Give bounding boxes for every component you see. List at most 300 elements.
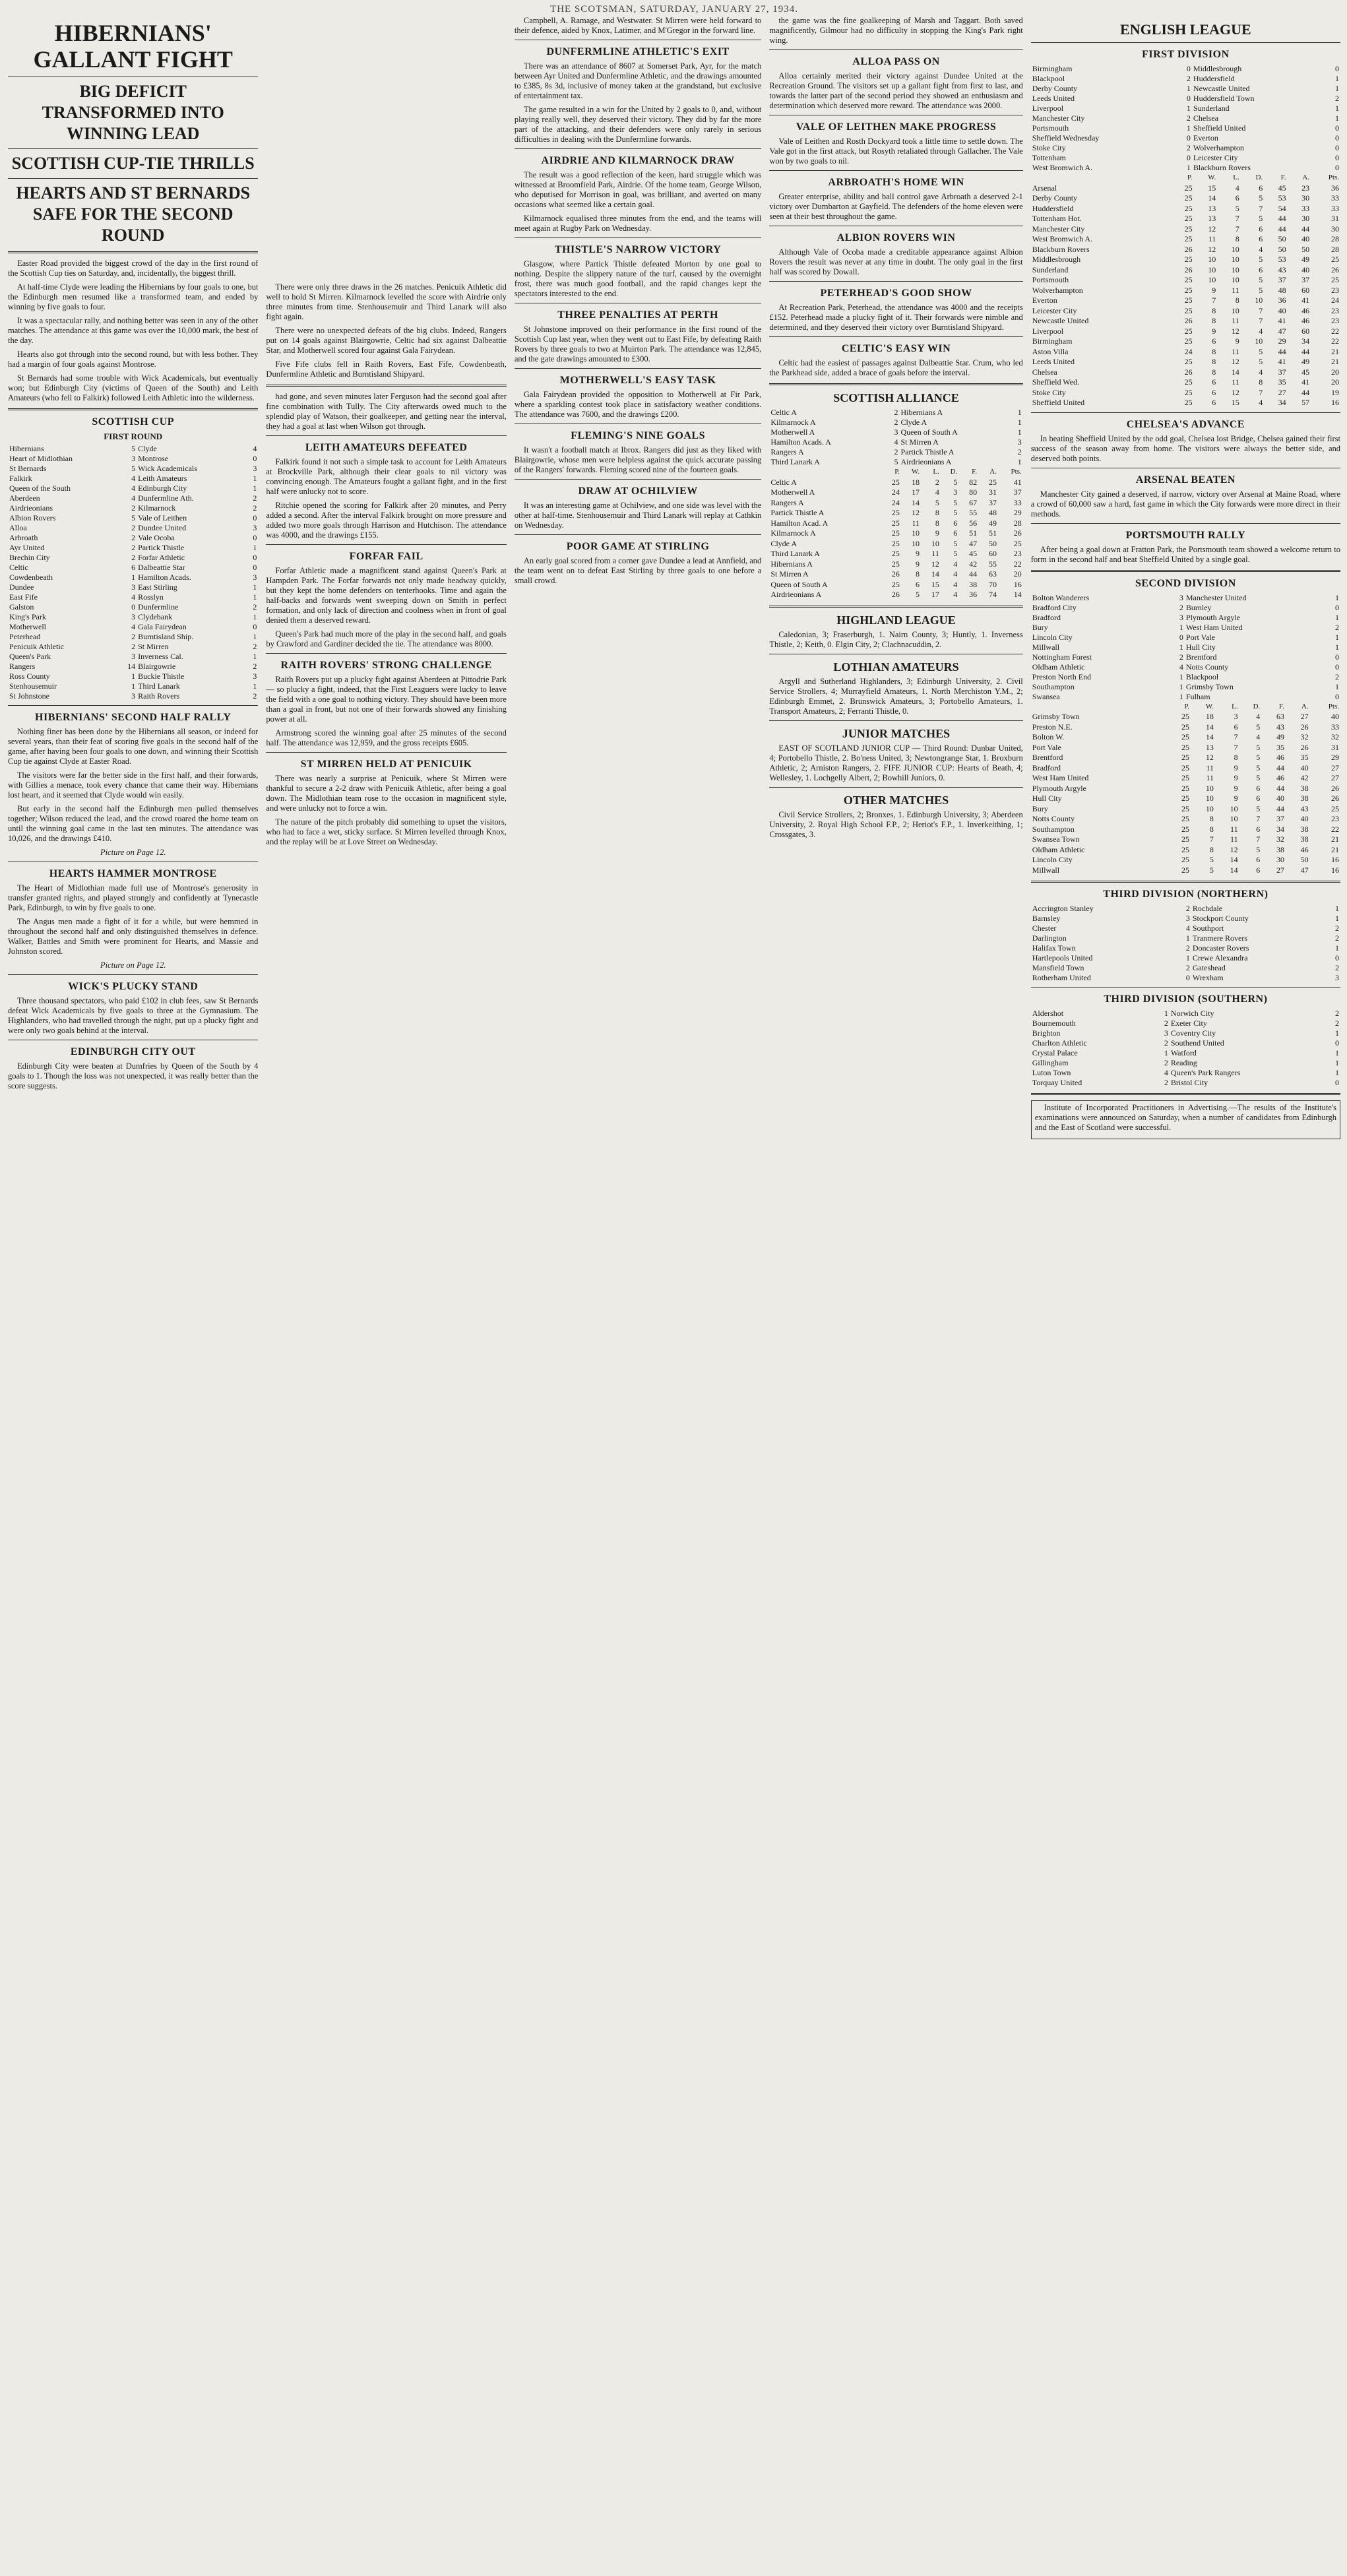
first-division-results (1031, 64, 1340, 173)
home-team: St Johnstone (9, 691, 50, 701)
away-score: 3 (253, 523, 257, 532)
home-score: 1 (1179, 642, 1183, 652)
stat-cell: 8 (1212, 305, 1216, 315)
stat-cell: 5 (1259, 255, 1263, 264)
team-name: Queen of South A (770, 579, 828, 589)
home-score: 2 (894, 447, 898, 456)
stat-cell: 25 (1331, 255, 1340, 264)
away-score: 1 (1335, 642, 1340, 652)
cup-title: SCOTTISH CUP (92, 416, 175, 427)
stat-cell: 25 (1184, 183, 1193, 193)
table-row (1031, 732, 1340, 743)
story-paragraph: After being a goal down at Fratton Park, the Portsmouth team showed a welcome return to form in the second half and beat Sheffield United by a single goal. (1030, 544, 1341, 564)
home-team: Tottenham (1032, 153, 1066, 162)
stat-cell: 11 (1232, 346, 1239, 356)
result-row (8, 454, 258, 464)
home-score: 3 (131, 691, 136, 701)
team-name: Arsenal (1032, 183, 1057, 193)
lead-paragraph: St Bernards had some trouble with Wick Academicals, but eventually won; but Edinburgh City (victims of Queen of the South) and Leith Amateurs (who fell to Falkirk) followed Leith Athletic into the wilderness. (8, 373, 259, 402)
team-name: Sheffield United (1032, 398, 1085, 407)
story-heading: AIRDRIE AND KILMARNOCK DRAW (541, 155, 735, 166)
running-head: THE SCOTSMAN, SATURDAY, JANUARY 27, 1934. (550, 4, 798, 15)
table-row (769, 569, 1022, 580)
table-row (1031, 784, 1340, 794)
home-team: Bury (1032, 622, 1048, 632)
home-score: 6 (131, 563, 136, 572)
away-score: 2 (1335, 924, 1340, 933)
stat-cell: 11 (1230, 834, 1238, 844)
away-score: 1 (1335, 904, 1340, 913)
story-heading: PORTSMOUTH RALLY (1125, 529, 1246, 541)
team-name: Oldham Athletic (1032, 844, 1085, 854)
stat-cell: 22 (1331, 824, 1340, 834)
stat-cell: 5 (953, 508, 958, 517)
home-score: 2 (1185, 904, 1190, 913)
away-score: 2 (253, 493, 257, 503)
third-north-results (1031, 904, 1340, 983)
story-paragraph: Raith Rovers put up a plucky fight against Aberdeen at Pittodrie Park — so plucky a fight, indeed, that the First Leaguers were lucky to leave the field with a one goal to nothing victory. They should have been more than a goal in front, but not one of their forwards showed any finishing power at all. (266, 675, 507, 724)
stat-cell: 25 (891, 477, 900, 487)
away-score: 2 (1335, 963, 1340, 972)
home-team: Penicuik Athletic (9, 642, 64, 651)
result-row (8, 642, 258, 652)
stat-cell: 10 (1231, 265, 1239, 274)
stat-cell: 44 (1278, 214, 1286, 223)
stat-cell: 50 (988, 538, 997, 548)
result-row (1031, 1019, 1340, 1028)
story-heading: WICK'S PLUCKY STAND (68, 981, 199, 992)
result-row (1031, 123, 1340, 133)
stat-cell: 12 (931, 559, 939, 569)
home-score: 3 (1179, 592, 1183, 602)
home-score: 2 (131, 523, 136, 532)
stat-cell: 80 (969, 487, 978, 497)
stat-cell: 5 (953, 477, 958, 487)
column-4 (769, 16, 1022, 2572)
away-score: 2 (1335, 94, 1340, 103)
result-row (1031, 924, 1340, 933)
picture-caption: Picture on Page 12. (100, 960, 166, 970)
story-paragraph: Edinburgh City were beaten at Dumfries by Queen of the South by 4 goals to 1. Though the loss was not unexpected, it was really better than the score suggests. (8, 1061, 259, 1090)
story-heading: ALLOA PASS ON (852, 56, 940, 67)
home-score: 5 (131, 444, 136, 453)
stat-cell: 55 (969, 508, 978, 517)
column-header: P. (1184, 702, 1189, 710)
stat-cell: 25 (1331, 275, 1340, 284)
result-row (1031, 633, 1340, 643)
stat-cell: 26 (1184, 316, 1193, 325)
first-division-table (1031, 173, 1340, 408)
stat-cell: 5 (953, 497, 958, 507)
away-team: Notts County (1185, 662, 1229, 672)
stat-cell: 25 (891, 579, 900, 589)
stat-cell: 6 (1212, 387, 1216, 397)
home-team: Charlton Athletic (1032, 1038, 1087, 1048)
result-row (8, 503, 258, 513)
away-score: 0 (1335, 953, 1340, 962)
away-team: Everton (1193, 133, 1218, 142)
team-name: Bradford (1032, 763, 1061, 772)
stat-cell: 25 (1181, 803, 1189, 813)
home-score: 0 (1185, 973, 1190, 982)
home-team: Preston North End (1032, 672, 1092, 681)
stat-cell: 5 (953, 549, 958, 558)
lead-paragraph: It was a spectacular rally, and nothing better was seen in any of the other matches. The attendance at this game was over the 10,000 mark, the best of the day. (8, 316, 259, 345)
result-row (1031, 914, 1340, 924)
story-paragraph: Armstrong scored the winning goal after 25 minutes of the second half. The attendance was 12,959, and the gross receipts £605. (266, 728, 507, 747)
result-row (8, 513, 258, 523)
stat-cell: 53 (1278, 193, 1286, 203)
stat-cell: 51 (969, 528, 978, 538)
home-team: Southampton (1032, 681, 1075, 691)
story-paragraph: Nothing finer has been done by the Hibernians all season, or indeed for several years, than their feat of scoring five goals in the second half of the game, after having been four goals to one down, and winning their Scottish Cup tie against Clyde at Easter Road. (8, 727, 259, 766)
stat-cell: 36 (1278, 296, 1286, 305)
stat-cell: 25 (1184, 377, 1193, 387)
away-team: Vale Ocoba (138, 533, 175, 542)
second-division-results (1031, 593, 1340, 702)
home-team: Bolton Wanderers (1032, 592, 1090, 602)
team-name: West Bromwich A. (1032, 234, 1093, 243)
stat-cell: 25 (1181, 783, 1189, 793)
stat-cell: 5 (1259, 214, 1263, 223)
home-score: 1 (1179, 622, 1183, 632)
team-name: Millwall (1032, 865, 1060, 875)
away-team: Vale of Leithen (138, 513, 187, 522)
away-team: Plymouth Argyle (1185, 612, 1241, 622)
away-team: Dunfermline (138, 602, 179, 612)
home-team: Gillingham (1032, 1058, 1069, 1067)
team-name: Leicester City (1032, 305, 1077, 315)
result-row (8, 553, 258, 563)
home-team: Millwall (1032, 642, 1060, 652)
stat-cell: 5 (1259, 357, 1263, 366)
table-row (1031, 234, 1340, 245)
result-row (8, 681, 258, 691)
column-header: W. (911, 468, 920, 476)
away-score: 3 (253, 573, 257, 582)
stat-cell: 4 (935, 487, 939, 497)
stat-cell: 26 (1331, 794, 1340, 803)
result-row (1031, 1058, 1340, 1068)
stat-cell: 53 (1278, 255, 1286, 264)
lead-paragraph: Easter Road provided the biggest crowd of the day in the first round of the Scottish Cup ties on Saturday, and, incidentally, the biggest thrill. (8, 259, 259, 278)
stat-cell: 35 (1276, 742, 1284, 752)
stat-cell: 25 (891, 528, 900, 538)
home-team: Crystal Palace (1032, 1048, 1078, 1057)
result-row (769, 437, 1022, 447)
stat-cell: 30 (1301, 214, 1310, 223)
away-score: 2 (1335, 672, 1340, 681)
away-team: Burntisland Ship. (138, 632, 194, 641)
away-team: Huddersfield (1193, 74, 1235, 83)
result-row (8, 563, 258, 573)
home-team: Heart of Midlothian (9, 454, 73, 463)
team-name: Partick Thistle A (770, 508, 825, 517)
result-row (1031, 943, 1340, 953)
home-score: 2 (1164, 1019, 1168, 1028)
team-name: Manchester City (1032, 224, 1085, 234)
stat-cell: 57 (1301, 398, 1310, 407)
highland-results: Caledonian, 3; Fraserburgh, 1. Nairn County, 3; Huntly, 1. Inverness Thistle, 2; Keith, 0. Elgin City, 2; Clachnacuddin, 2. (769, 629, 1023, 649)
home-score: 2 (131, 553, 136, 562)
stat-cell: 12 (1230, 844, 1238, 854)
stat-cell: 25 (1181, 844, 1189, 854)
stat-cell: 44 (1301, 224, 1310, 234)
stat-cell: 8 (1212, 316, 1216, 325)
result-row (1031, 1038, 1340, 1048)
team-name: Brentford (1032, 753, 1063, 762)
stat-cell: 11 (1206, 773, 1214, 782)
story-paragraph: The result was a good reflection of the keen, hard struggle which was witnessed at Broomfield Park, Airdrie. Of the home team, George Wilson, who deputised for Morrison in goal, was brilliant, and averted on many occasions what seemed like a certain goal. (514, 170, 762, 209)
stat-cell: 9 (1234, 794, 1238, 803)
away-score: 0 (253, 513, 257, 522)
away-score: 3 (1335, 973, 1340, 982)
away-team: Norwich City (1170, 1009, 1214, 1018)
story-heading: ARSENAL BEATEN (1135, 474, 1236, 486)
stat-cell: 25 (1181, 773, 1189, 782)
away-team: Doncaster Rovers (1192, 943, 1249, 953)
story-paragraph: the game was the fine goalkeeping of Marsh and Taggart. Both saved magnificently, Gilmour had no difficulty in stopping the King's Park right wing. (769, 16, 1023, 45)
away-team: Blairgowrie (138, 662, 176, 671)
story-paragraph: had gone, and seven minutes later Ferguson had the second goal after fine combination with Tully. The City afterwards owed much to the splendid play of Watson, their goalkeeper, and getting near the interval, they had a goal at last when Wilson got through. (266, 392, 507, 431)
away-team: Dunfermline Ath. (138, 493, 194, 503)
stat-cell: 10 (1230, 803, 1238, 813)
team-name: Wolverhampton (1032, 285, 1083, 295)
away-score: 1 (1335, 632, 1340, 642)
result-row (769, 408, 1022, 418)
stat-cell: 10 (1255, 296, 1263, 305)
away-team: Clyde (138, 444, 157, 453)
story-paragraph: Falkirk found it not such a simple task to account for Leith Amateurs at Brockville Park, although their clear goals to nil victory was convincing enough. The Amateurs fought a gallant fight, and in the first half were unlucky not to score. (266, 457, 507, 496)
stat-cell: 11 (1232, 316, 1239, 325)
story-heading: RAITH ROVERS' STRONG CHALLENGE (280, 660, 492, 671)
away-team: Tranmere Rovers (1192, 933, 1248, 943)
story-paragraph: The nature of the pitch probably did something to upset the visitors, who had to face a wet, sticky surface. St Mirren levelled through Knox, and the replay will be at Love Street on Wednesday. (266, 817, 507, 846)
team-name: Tottenham Hot. (1032, 214, 1082, 223)
home-team: Accrington Stanley (1032, 904, 1094, 913)
away-score: 1 (1335, 914, 1340, 923)
story-heading: ARBROATH'S HOME WIN (828, 177, 964, 188)
away-score: 2 (253, 642, 257, 651)
home-team: Motherwell (9, 622, 46, 631)
away-score: 1 (253, 474, 257, 483)
stat-cell: 13 (1208, 203, 1216, 213)
table-row (769, 590, 1022, 600)
lead-headline: HIBERNIANS' GALLANT FIGHT (33, 20, 233, 73)
third-north-title: THIRD DIVISION (NORTHERN) (1103, 889, 1269, 900)
stat-cell: 38 (969, 579, 978, 589)
away-team: Partick Thistle (138, 543, 185, 552)
stat-cell: 44 (1276, 783, 1284, 793)
stat-cell: 27 (1300, 712, 1309, 721)
stat-cell: 25 (1184, 214, 1193, 223)
team-name: Notts County (1032, 814, 1075, 823)
result-row (769, 447, 1022, 457)
stat-cell: 24 (891, 497, 900, 507)
table-row (1031, 183, 1340, 194)
story-paragraph: Campbell, A. Ramage, and Westwater. St Mirren were held forward to their defence, aided by Knox, Latimer, and M'Gregor in the forward line. (514, 16, 762, 35)
stat-cell: 6 (1256, 824, 1261, 834)
stat-cell: 25 (1181, 794, 1189, 803)
team-name: Grimsby Town (1032, 712, 1080, 721)
away-score: 1 (1335, 1048, 1340, 1057)
stat-cell: 9 (935, 528, 939, 538)
stat-cell: 16 (1331, 855, 1340, 864)
story-paragraph: There was nearly a surprise at Penicuik, where St Mirren were thankful to secure a 2-2 draw with Penicuik Athletic, after being a goal down. The Midlothian team rose to the occasion in magnificent style, and were unlucky not to force a win. (266, 774, 507, 813)
home-team: Hamilton Acads. A (770, 437, 831, 447)
stat-cell: 25 (1184, 398, 1193, 407)
stat-cell: 50 (1278, 234, 1286, 243)
cup-results-table (8, 444, 258, 701)
stat-cell: 46 (1276, 753, 1284, 762)
home-score: 1 (1179, 672, 1183, 681)
stat-cell: 23 (1331, 316, 1340, 325)
stat-cell: 20 (1331, 377, 1340, 387)
stat-cell: 5 (1259, 275, 1263, 284)
stat-cell: 18 (912, 477, 920, 487)
home-score: 2 (1186, 74, 1191, 83)
story-heading: THREE PENALTIES AT PERTH (557, 309, 718, 321)
stat-cell: 6 (1259, 183, 1263, 193)
away-score: 1 (253, 582, 257, 592)
story-heading: PETERHEAD'S GOOD SHOW (820, 288, 972, 299)
stat-cell: 12 (1231, 387, 1239, 397)
stat-cell: 9 (1212, 285, 1216, 295)
home-score: 1 (1164, 1048, 1168, 1057)
result-row (8, 622, 258, 632)
away-score: 1 (253, 484, 257, 493)
stat-cell: 9 (1234, 763, 1238, 772)
stat-cell: 10 (912, 538, 920, 548)
table-row (1031, 204, 1340, 214)
result-row (8, 573, 258, 582)
stat-cell: 14 (1208, 193, 1216, 203)
away-team: Clydebank (138, 612, 173, 621)
story-paragraph: Although Vale of Ocoba made a creditable appearance against Albion Rovers the result was never at any time in doubt. The only goal in the first half was scored by Dowall. (769, 247, 1023, 276)
lead-subhead-3: HEARTS AND ST BERNARDS SAFE FOR THE SECOND ROUND (16, 183, 251, 245)
stat-cell: 14 (912, 497, 920, 507)
home-score: 1 (1186, 104, 1191, 113)
result-row (1031, 113, 1340, 123)
stat-cell: 37 (1278, 275, 1286, 284)
column-header: F. (972, 468, 978, 476)
team-name: Rangers A (770, 497, 804, 507)
stat-cell: 25 (1184, 193, 1193, 203)
stat-cell: 8 (1235, 234, 1239, 243)
away-score: 3 (253, 464, 257, 473)
table-row (1031, 794, 1340, 804)
stat-cell: 8 (935, 508, 939, 517)
away-team: Blackburn Rovers (1193, 163, 1251, 172)
result-row (8, 493, 258, 503)
stat-cell: 6 (1212, 398, 1216, 407)
stat-cell: 7 (1259, 305, 1263, 315)
stat-cell: 32 (1331, 732, 1340, 741)
stat-cell: 25 (1184, 357, 1193, 366)
away-team: Southend United (1170, 1038, 1224, 1048)
stat-cell: 9 (1234, 783, 1238, 793)
stat-cell: 28 (1331, 244, 1340, 254)
result-row (1031, 603, 1340, 613)
away-team: Third Lanark (138, 681, 180, 691)
home-score: 0 (1186, 133, 1191, 142)
stat-cell: 25 (1184, 275, 1193, 284)
home-team: Portsmouth (1032, 123, 1069, 133)
stat-cell: 8 (1212, 367, 1216, 377)
stat-cell: 24 (1184, 346, 1193, 356)
stat-cell: 27 (1278, 387, 1286, 397)
home-team: Stenhousemuir (9, 681, 57, 691)
stat-cell: 12 (1231, 357, 1239, 366)
away-team: Stockport County (1192, 914, 1249, 923)
away-score: 0 (1335, 662, 1340, 672)
team-name: Birmingham (1032, 336, 1073, 346)
column-header: P. (894, 468, 900, 476)
stat-cell: 5 (935, 497, 939, 507)
column-header: D. (950, 468, 958, 476)
stat-cell: 33 (1331, 193, 1340, 203)
stat-cell: 47 (969, 538, 978, 548)
stat-cell: 22 (1331, 326, 1340, 336)
stat-cell: 11 (1206, 763, 1214, 772)
lead-subhead-1: BIG DEFICIT TRANSFORMED INTO WINNING LEAD (42, 82, 224, 143)
away-team: Coventry City (1170, 1028, 1216, 1038)
lead-paragraph: At half-time Clyde were leading the Hibernians by four goals to one, but the Edinburgh men resumed like a transformed team, and ended by winning by five goals to four. (8, 282, 259, 311)
stat-cell: 8 (935, 518, 939, 528)
stat-cell: 10 (1205, 803, 1214, 813)
stat-cell: 63 (988, 569, 997, 579)
other-title: OTHER MATCHES (843, 793, 949, 807)
away-score: 2 (1335, 622, 1340, 632)
column-5 (1031, 16, 1340, 2572)
away-score: 2 (1335, 1009, 1340, 1018)
stat-cell: 8 (1234, 753, 1238, 762)
story-heading: HIBERNIANS' SECOND HALF RALLY (35, 712, 232, 723)
stat-cell: 23 (1331, 305, 1340, 315)
home-team: Airdrieonians (9, 503, 53, 513)
result-row (769, 457, 1022, 467)
stat-cell: 7 (1235, 214, 1239, 223)
away-team: Reading (1170, 1058, 1197, 1067)
team-name: Aston Villa (1032, 346, 1069, 356)
away-score: 0 (253, 533, 257, 542)
stat-cell: 33 (1301, 203, 1310, 213)
story-heading: ST MIRREN HELD AT PENICUIK (300, 759, 472, 770)
stat-cell: 14 (1230, 865, 1238, 875)
story-paragraph: In beating Sheffield United by the odd goal, Chelsea lost Bridge, Chelsea gained their first success of the season away from home. The visitors were always the better side, and deserved both points. (1030, 433, 1341, 463)
stat-cell: 56 (969, 518, 978, 528)
stat-cell: 47 (1278, 326, 1286, 336)
home-score: 4 (131, 474, 136, 483)
story-paragraph: Ritchie opened the scoring for Falkirk after 20 minutes, and Perry added a second. After the interval Falkirk brought on more pressure and added two more goals through Harrison and Hutchison. The attendance was 4000, and the drawings £155. (266, 501, 507, 540)
home-team: Sheffield Wednesday (1032, 133, 1100, 142)
stat-cell: 25 (1184, 326, 1193, 336)
stat-cell: 19 (1331, 387, 1340, 397)
stat-cell: 7 (1234, 742, 1238, 752)
stat-cell: 33 (1013, 497, 1022, 507)
table-row (1031, 357, 1340, 367)
stat-cell: 25 (891, 518, 900, 528)
stat-cell: 4 (1259, 367, 1263, 377)
result-row (1031, 682, 1340, 692)
stat-cell: 37 (1278, 367, 1286, 377)
home-score: 5 (131, 513, 136, 522)
stat-cell: 8 (1209, 814, 1214, 823)
stat-cell: 10 (1230, 814, 1238, 823)
result-row (1031, 672, 1340, 682)
table-row (1031, 388, 1340, 398)
home-score: 2 (894, 408, 898, 417)
